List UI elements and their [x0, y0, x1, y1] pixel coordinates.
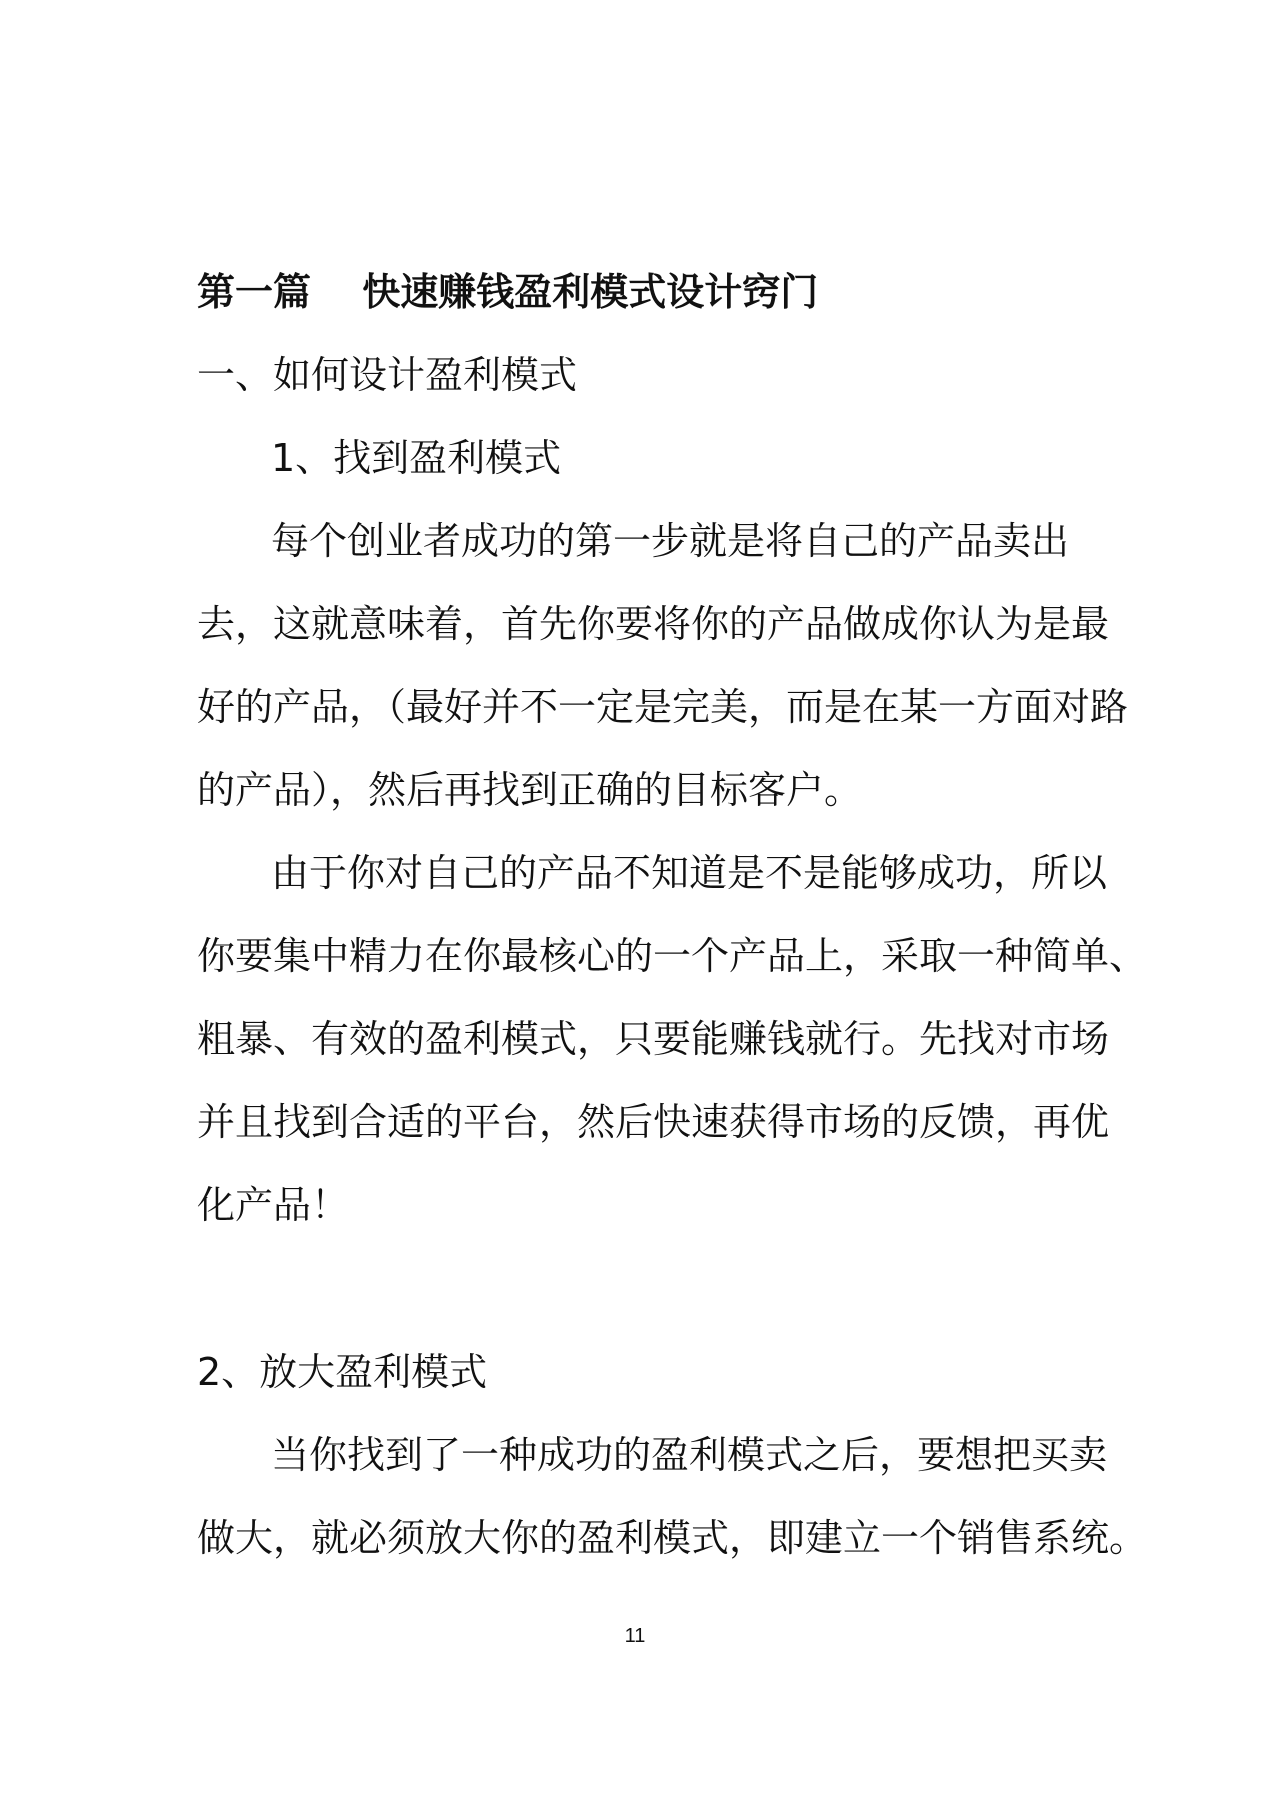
- paragraph-line: 每个创业者成功的第一步就是将自己的产品卖出: [271, 519, 1070, 563]
- paragraph-line: 的产品），然后再找到正确的目标客户。: [197, 768, 863, 812]
- paragraph-line: 你要集中精力在你最核心的一个产品上，采取一种简单、: [197, 934, 1148, 978]
- subsection-heading: 2、放大盈利模式: [197, 1350, 488, 1394]
- section-heading: 一、如何设计盈利模式: [197, 353, 578, 397]
- paragraph-line: 好的产品，（最好并不一定是完美，而是在某一方面对路: [197, 685, 1129, 729]
- paragraph-line: 粗暴、有效的盈利模式，只要能赚钱就行。先找对市场: [197, 1017, 1110, 1061]
- paragraph-line: 做大，就必须放大你的盈利模式，即建立一个销售系统。: [197, 1516, 1148, 1560]
- page-number: 11: [624, 1625, 646, 1647]
- subsection-heading: 1、找到盈利模式: [271, 436, 562, 480]
- paragraph-line: 化产品！: [197, 1183, 350, 1227]
- paragraph-line: 去，这就意味着，首先你要将你的产品做成你认为是最: [197, 602, 1110, 646]
- chapter-title: 第一篇 快速赚钱盈利模式设计窍门: [197, 270, 819, 314]
- paragraph-line: 当你找到了一种成功的盈利模式之后，要想把买卖: [271, 1433, 1108, 1477]
- paragraph-line: 并且找到合适的平台，然后快速获得市场的反馈，再优: [197, 1100, 1110, 1144]
- paragraph-line: 由于你对自己的产品不知道是不是能够成功，所以: [271, 851, 1108, 895]
